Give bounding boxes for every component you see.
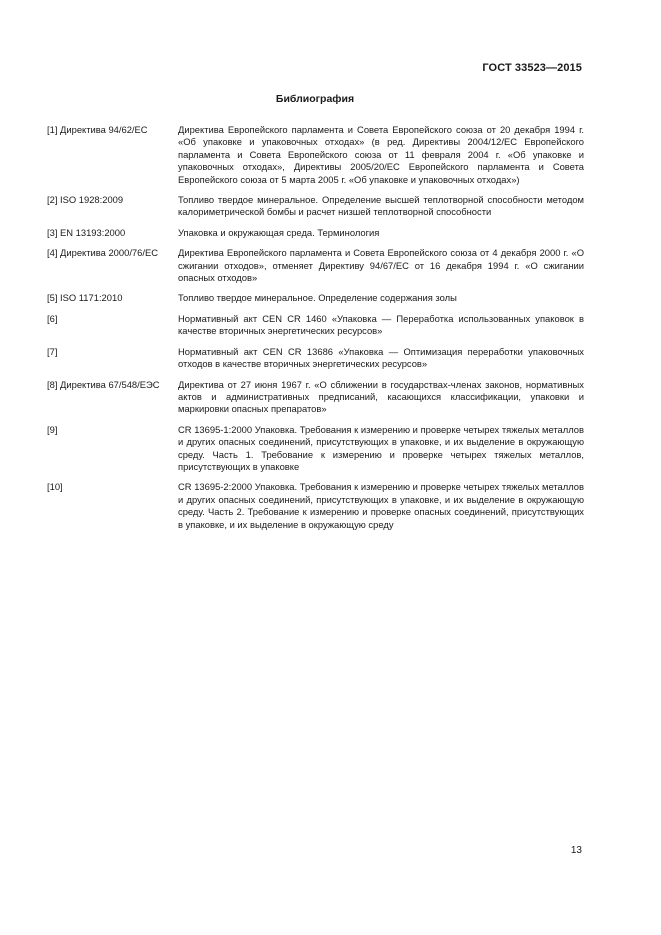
bibliography-entry: [47, 124, 584, 186]
bibliography-entry: [47, 194, 584, 219]
entry-reference: [5] ISO 1171:2010: [47, 292, 123, 304]
entry-description: Нормативный акт CEN CR 13686 «Упаковка — Оптимизация переработки упаковочных отходов в качестве вторичных энергетических ресурсов»: [178, 345, 584, 370]
entry-description: Директива от 27 июня 1967 г. «О сближении в государствах-членах законов, нормативных актов и административных предписаний, касающихся классификации, упаковки и маркировки опасных препаратов»: [178, 378, 584, 415]
bibliography-entry: [47, 313, 584, 338]
entry-description: Упаковка и окружающая среда. Терминология: [178, 226, 380, 238]
entry-reference: [3] EN 13193:2000: [47, 226, 126, 238]
bibliography-entry: [47, 346, 584, 371]
entry-reference: [4] Директива 2000/76/ЕС: [47, 247, 158, 259]
entry-description: Директива Европейского парламента и Совета Европейского союза от 4 декабря 2000 г. «О сжигании отходов», отменяет Директиву 94/67/ЕС от 16 декабря 1994 г. «О сжигании опасных отходов»: [178, 247, 584, 284]
bibliography-entry: [47, 379, 584, 416]
entry-reference: [9]: [47, 423, 58, 435]
entry-reference: [6]: [47, 312, 58, 324]
page-number: 13: [570, 845, 582, 856]
bibliography-entry: [47, 481, 584, 531]
bibliography-entry: [47, 424, 584, 474]
entry-reference: [8] Директива 67/548/ЕЭС: [47, 378, 160, 390]
bibliography-list: [47, 124, 584, 539]
entry-reference: [2] ISO 1928:2009: [47, 194, 124, 206]
entry-description: CR 13695-2:2000 Упаковка. Требования к измерению и проверке четырех тяжелых металлов и других опасных соединений, присутствующих в упаковке, и их выделение в окружающую среду. Часть 2. Требование к измерению и проверке опасных соединений, присутствующих в упаковке, и их выделение в окружающую среду: [178, 481, 584, 530]
entry-description: Директива Европейского парламента и Совета Европейского союза от 20 декабря 1994 г. «Об упаковке и упаковочных отходах» (в ред. Директивы 2004/12/ЕС Европейского парламента и Совета Европейского союза от 11 февраля 2004 г. «Об упаковке и упаковочных отходах», Директивы 2005/20/ЕС Европейского парламента и Совета Европейского союза от 5 марта 2005 г. «Об упаковке и упаковочных отходах»): [178, 124, 584, 185]
entry-description: CR 13695-1:2000 Упаковка. Требования к измерению и проверке четырех тяжелых металлов и других опасных соединений, присутствующих в упаковке, и их выделение в окружающую среду. Часть 1. Требование к измерению и проверке четырех тяжелых металлов, присутствующих в упаковке: [178, 423, 584, 472]
entry-reference: [1] Директива 94/62/ЕС: [47, 124, 148, 135]
entry-reference: [7]: [47, 345, 58, 357]
page-title: Библиография: [275, 93, 355, 105]
bibliography-entry: [47, 227, 584, 239]
bibliography-entry: [47, 292, 584, 304]
entry-description: Топливо твердое минеральное. Определение содержания золы: [178, 292, 457, 304]
entry-description: Нормативный акт CEN CR 1460 «Упаковка — Переработка использованных упаковок в качестве вторичных энергетических ресурсов»: [178, 312, 584, 337]
bibliography-entry: [47, 247, 584, 284]
entry-description: Топливо твердое минеральное. Определение высшей теплотворной способности методом калориметрической бомбы и расчет низшей теплотворной способности: [178, 194, 584, 218]
document-code: ГОСТ 33523—2015: [482, 62, 582, 74]
entry-reference: [10]: [47, 481, 63, 493]
